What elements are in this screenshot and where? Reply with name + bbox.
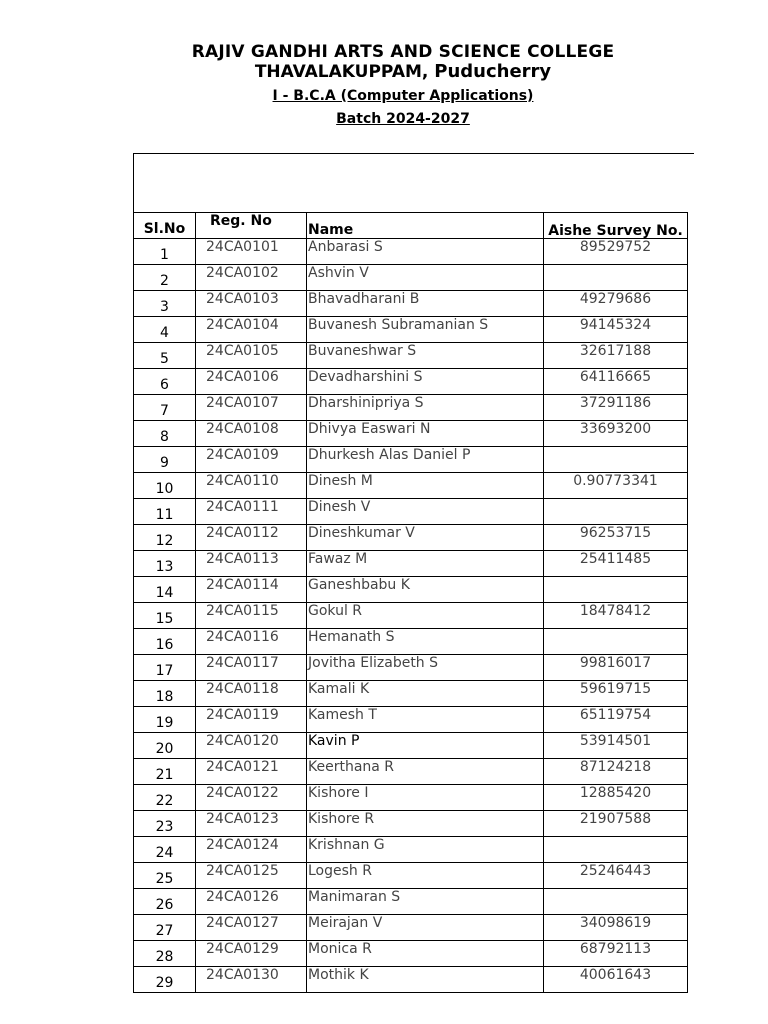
table-row: [134, 733, 688, 759]
row-regno: 24CA0103: [196, 291, 307, 317]
row-slno: 3: [134, 291, 196, 317]
table-row: [134, 473, 688, 499]
row-aishe: [544, 577, 688, 603]
row-name: Kishore I: [307, 785, 544, 811]
table-row: [134, 317, 688, 343]
row-aishe: [544, 837, 688, 863]
table-row: [134, 265, 688, 291]
table-body: [134, 239, 688, 993]
row-aishe: [544, 499, 688, 525]
row-aishe: [544, 447, 688, 473]
row-aishe: 99816017: [544, 655, 688, 681]
row-regno: 24CA0106: [196, 369, 307, 395]
table-header-row: [134, 213, 688, 239]
row-aishe: 34098619: [544, 915, 688, 941]
row-aishe: 96253715: [544, 525, 688, 551]
row-aishe: 25246443: [544, 863, 688, 889]
row-name: Monica R: [307, 941, 544, 967]
row-aishe: 89529752: [544, 239, 688, 265]
row-name: Bhavadharani B: [307, 291, 544, 317]
row-name: Dharshinipriya S: [307, 395, 544, 421]
row-name: Ashvin V: [307, 265, 544, 291]
table-row: [134, 889, 688, 915]
row-slno: 1: [134, 239, 196, 265]
row-slno: 9: [134, 447, 196, 473]
row-name: Logesh R: [307, 863, 544, 889]
table-row: [134, 291, 688, 317]
row-slno: 27: [134, 915, 196, 941]
aishe-header-text: Aishe Survey No.: [548, 223, 683, 238]
row-slno: 14: [134, 577, 196, 603]
column-header-regno: Reg. No: [196, 213, 307, 239]
table-row: [134, 629, 688, 655]
table-row: [134, 785, 688, 811]
row-slno: 18: [134, 681, 196, 707]
row-regno: 24CA0129: [196, 941, 307, 967]
row-regno: 24CA0120: [196, 733, 307, 759]
table-row: [134, 343, 688, 369]
row-name: Dhurkesh Alas Daniel P: [307, 447, 544, 473]
row-name: Dinesh V: [307, 499, 544, 525]
table-row: [134, 525, 688, 551]
column-header-aishe: [544, 213, 688, 239]
row-aishe: 68792113: [544, 941, 688, 967]
row-slno: 20: [134, 733, 196, 759]
row-regno: 24CA0110: [196, 473, 307, 499]
row-name: Jovitha Elizabeth S: [307, 655, 544, 681]
row-slno: 10: [134, 473, 196, 499]
batch-title: Batch 2024-2027: [336, 111, 470, 127]
row-slno: 19: [134, 707, 196, 733]
row-name: Keerthana R: [307, 759, 544, 785]
row-aishe: 12885420: [544, 785, 688, 811]
row-name: Dinesh M: [307, 473, 544, 499]
row-slno: 4: [134, 317, 196, 343]
row-aishe: 64116665: [544, 369, 688, 395]
row-slno: 17: [134, 655, 196, 681]
college-name: RAJIV GANDHI ARTS AND SCIENCE COLLEGE: [191, 42, 615, 62]
row-regno: 24CA0105: [196, 343, 307, 369]
table-blank-header-area: [133, 153, 694, 213]
row-regno: 24CA0111: [196, 499, 307, 525]
row-slno: 13: [134, 551, 196, 577]
college-place-region: Puducherry: [434, 61, 552, 82]
table-row: [134, 603, 688, 629]
table-row: [134, 551, 688, 577]
row-aishe: [544, 889, 688, 915]
row-slno: 5: [134, 343, 196, 369]
row-aishe: 40061643: [544, 967, 688, 993]
row-aishe: 0.90773341: [544, 473, 688, 499]
table-row: [134, 369, 688, 395]
row-regno: 24CA0122: [196, 785, 307, 811]
row-regno: 24CA0112: [196, 525, 307, 551]
table-row: [134, 707, 688, 733]
row-name: Kamesh T: [307, 707, 544, 733]
table-row: [134, 915, 688, 941]
table-row: [134, 499, 688, 525]
row-regno: 24CA0119: [196, 707, 307, 733]
row-name: Kamali K: [307, 681, 544, 707]
row-regno: 24CA0102: [196, 265, 307, 291]
row-regno: 24CA0104: [196, 317, 307, 343]
row-regno: 24CA0114: [196, 577, 307, 603]
row-slno: 11: [134, 499, 196, 525]
row-slno: 6: [134, 369, 196, 395]
row-regno: 24CA0125: [196, 863, 307, 889]
row-slno: 8: [134, 421, 196, 447]
row-aishe: 37291186: [544, 395, 688, 421]
row-name: Meirajan V: [307, 915, 544, 941]
row-aishe: 53914501: [544, 733, 688, 759]
table-row: [134, 967, 688, 993]
row-slno: 23: [134, 811, 196, 837]
row-aishe: [544, 265, 688, 291]
table-row: [134, 941, 688, 967]
row-slno: 16: [134, 629, 196, 655]
row-regno: 24CA0126: [196, 889, 307, 915]
table-row: [134, 577, 688, 603]
table-row: [134, 395, 688, 421]
row-slno: 15: [134, 603, 196, 629]
table-row: [134, 421, 688, 447]
table-row: [134, 811, 688, 837]
table-row: [134, 863, 688, 889]
row-slno: 24: [134, 837, 196, 863]
row-name: Hemanath S: [307, 629, 544, 655]
row-aishe: 87124218: [544, 759, 688, 785]
aishe-header-clip: [544, 214, 687, 238]
row-regno: 24CA0117: [196, 655, 307, 681]
row-regno: 24CA0127: [196, 915, 307, 941]
row-name: Devadharshini S: [307, 369, 544, 395]
row-slno: 2: [134, 265, 196, 291]
row-regno: 24CA0130: [196, 967, 307, 993]
row-name: Manimaran S: [307, 889, 544, 915]
table-row: [134, 655, 688, 681]
row-slno: 12: [134, 525, 196, 551]
row-name: Kishore R: [307, 811, 544, 837]
row-regno: 24CA0101: [196, 239, 307, 265]
row-slno: 28: [134, 941, 196, 967]
row-regno: 24CA0109: [196, 447, 307, 473]
row-aishe: 94145324: [544, 317, 688, 343]
row-aishe: 59619715: [544, 681, 688, 707]
table-row: [134, 759, 688, 785]
row-name: Dineshkumar V: [307, 525, 544, 551]
row-aishe: 33693200: [544, 421, 688, 447]
row-name: Anbarasi S: [307, 239, 544, 265]
row-name: Kavin P: [307, 733, 544, 759]
college-place: [0, 61, 768, 82]
row-slno: 26: [134, 889, 196, 915]
row-slno: 29: [134, 967, 196, 993]
row-aishe: 32617188: [544, 343, 688, 369]
row-name: Dhivya Easwari N: [307, 421, 544, 447]
row-slno: 22: [134, 785, 196, 811]
row-slno: 7: [134, 395, 196, 421]
row-name: Krishnan G: [307, 837, 544, 863]
column-header-slno: Sl.No: [134, 213, 196, 239]
row-aishe: [544, 629, 688, 655]
row-regno: 24CA0121: [196, 759, 307, 785]
row-aishe: 25411485: [544, 551, 688, 577]
row-name: Buvanesh Subramanian S: [307, 317, 544, 343]
row-name: Fawaz M: [307, 551, 544, 577]
student-table: [133, 212, 688, 993]
row-name: Mothik K: [307, 967, 544, 993]
row-regno: 24CA0118: [196, 681, 307, 707]
table-row: [134, 239, 688, 265]
row-slno: 21: [134, 759, 196, 785]
row-name: Buvaneshwar S: [307, 343, 544, 369]
college-place-town: THAVALAKUPPAM,: [254, 62, 429, 82]
row-aishe: 49279686: [544, 291, 688, 317]
table-row: [134, 681, 688, 707]
row-regno: 24CA0123: [196, 811, 307, 837]
row-regno: 24CA0107: [196, 395, 307, 421]
row-regno: 24CA0124: [196, 837, 307, 863]
row-regno: 24CA0108: [196, 421, 307, 447]
table-row: [134, 447, 688, 473]
row-aishe: 65119754: [544, 707, 688, 733]
table-row: [134, 837, 688, 863]
row-name: Ganeshbabu K: [307, 577, 544, 603]
course-title: I - B.C.A (Computer Applications): [272, 88, 534, 104]
row-regno: 24CA0115: [196, 603, 307, 629]
row-name: Gokul R: [307, 603, 544, 629]
row-slno: 25: [134, 863, 196, 889]
row-aishe: 18478412: [544, 603, 688, 629]
row-regno: 24CA0116: [196, 629, 307, 655]
column-header-name: Name: [307, 213, 544, 239]
row-regno: 24CA0113: [196, 551, 307, 577]
row-aishe: 21907588: [544, 811, 688, 837]
